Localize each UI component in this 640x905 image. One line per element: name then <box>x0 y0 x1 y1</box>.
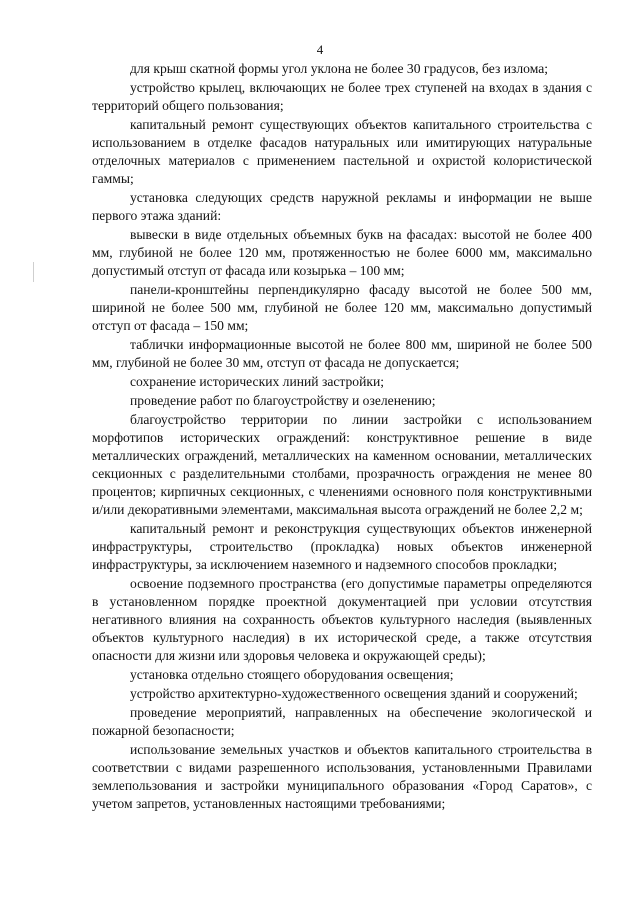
paragraph-building-lines: сохранение исторических линий застройки; <box>130 374 385 389</box>
page-number: 4 <box>316 42 324 57</box>
paragraph-signboards: вывески в виде отдельных объемных букв на фасадах: высотой не более 400 мм, глубиной не более 120 мм, протяженностью не более 6000 мм, максимально допустимый отступ от фасада или козырька – 100 мм; <box>92 227 592 278</box>
paragraph-advertising: установка следующих средств наружной рекламы и информации не выше первого этажа зданий: <box>92 190 592 223</box>
paragraph-infrastructure: капитальный ремонт и реконструкция существующих объектов инженерной инфраструктуры, строительство (прокладка) новых объектов инженерной инфраструктуры, за исключением наземного и надземного способов прокладки; <box>92 521 592 572</box>
paragraph-porch: устройство крылец, включающих не более трех ступеней на входах в здания с территорий общего пользования; <box>92 80 592 113</box>
paragraph-architectural-lighting: устройство архитектурно-художественного освещения зданий и сооружений; <box>130 686 578 701</box>
paragraph-safety: проведение мероприятий, направленных на обеспечение экологической и пожарной безопасности; <box>92 705 592 738</box>
scan-margin-mark <box>33 262 34 282</box>
paragraph-info-plates: таблички информационные высотой не более 800 мм, шириной не более 500 мм, глубиной не более 30 мм, отступ от фасада не допускается; <box>92 337 592 370</box>
paragraph-roof-slope: для крыш скатной формы угол уклона не более 30 градусов, без излома; <box>130 61 549 76</box>
document-body <box>92 60 592 814</box>
paragraph-facade-repair: капитальный ремонт существующих объектов капитального строительства с использованием в отделке фасадов натуральных или имитирующих натуральные отделочных материалов с применением пастельной и охристой колористической гаммы; <box>92 117 592 186</box>
paragraph-land-use: использование земельных участков и объектов капитального строительства в соответствии с видами разрешенного использования, установленными Правилами землепользования и застройки муниципального образования «Город Саратов», с учетом запретов, установленных настоящими требованиями; <box>92 742 592 811</box>
paragraph-landscaping: проведение работ по благоустройству и озеленению; <box>130 393 436 408</box>
paragraph-fences: благоустройство территории по линии застройки с использованием морфотипов исторических ограждений: конструктивное решение в виде металлических ограждений, металлических на каменном основании, металлических секционных с разделительными столбами, прозрачность ограждения не менее 80 процентов; кирпичных секционных, с членениями основного поля конструктивными и/или декоративными элементами, максимальная высота ограждений не более 2,2 м; <box>92 412 592 517</box>
paragraph-lighting-equipment: установка отдельно стоящего оборудования освещения; <box>130 667 454 682</box>
paragraph-underground: освоение подземного пространства (его допустимые параметры определяются в установленном порядке проектной документацией при условии отсутствия негативного влияния на сохранность объектов культурного наследия (выявленных объектов культурного наследия) в их исторической среде, а также отсутствия опасности для жизни или здоровья человека и окружающей среды); <box>92 576 592 663</box>
paragraph-bracket-panels: панели-кронштейны перпендикулярно фасаду высотой не более 500 мм, шириной не более 500 мм, глубиной не более 120 мм, максимально допустимый отступ от фасада – 150 мм; <box>92 282 592 333</box>
